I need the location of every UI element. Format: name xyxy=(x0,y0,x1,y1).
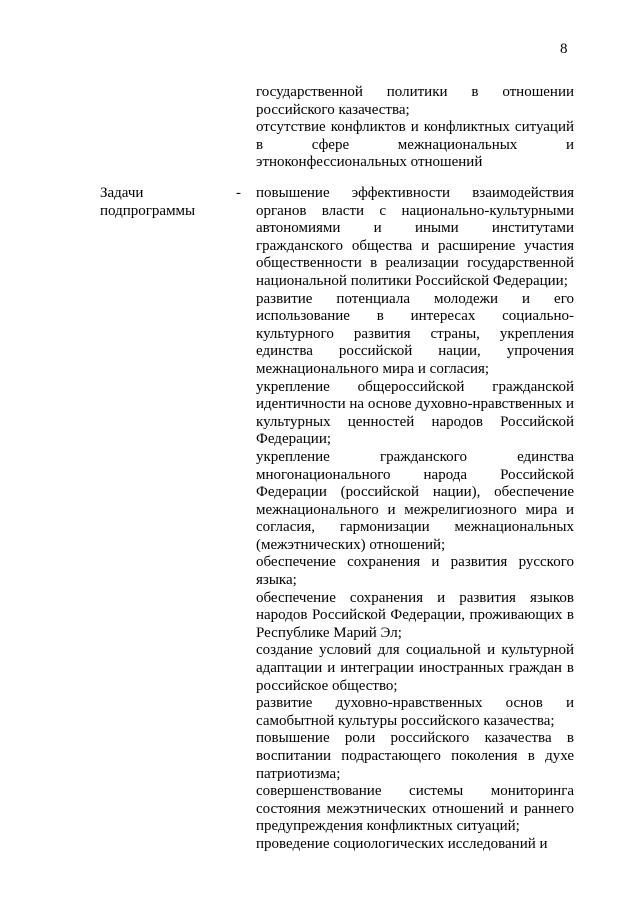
task-item: развитие потенциала молодежи и его использование в интересах социально-культурного развития страны, укрепления единства российской нации, упрочения межнационального мира и согласия; xyxy=(256,290,574,377)
tasks-list xyxy=(256,185,574,854)
paragraph-no-conflicts: отсутствие конфликтов и конфликтных ситуаций в сфере межнациональных и этноконфессиональных отношений xyxy=(256,119,574,171)
task-item: повышение эффективности взаимодействия органов власти с национально-культурными автономиями и иными институтами гражданского общества и расширение участия общественности в реализации государственной национальной политики Российской Федерации; xyxy=(256,185,574,289)
task-item: укрепление общероссийской гражданской идентичности на основе духовно-нравственных и культурных ценностей народов Российской Федерации; xyxy=(256,378,574,448)
label-dash: - xyxy=(236,185,241,201)
paragraph-policy-continuation: государственной политики в отношении российского казачества; xyxy=(256,84,574,118)
task-item: создание условий для социальной и культурной адаптации и интеграции иностранных граждан в российское общество; xyxy=(256,642,574,694)
task-item: укрепление гражданского единства многонационального народа Российской Федерации (российской нации), обеспечение межнационального и межрелигиозного мира и согласия, гармонизации межнациональных (межэтнических) отношений; xyxy=(256,448,574,553)
task-item: совершенствование системы мониторинга состояния межэтнических отношений и раннего предупреждения конфликтных ситуаций; xyxy=(256,783,574,835)
task-item: развитие духовно-нравственных основ и самобытной культуры российского казачества; xyxy=(256,695,574,729)
task-item: обеспечение сохранения и развития русского языка; xyxy=(256,554,574,589)
task-item: повышение роли российского казачества в воспитании подрастающего поколения в духе патриотизма; xyxy=(256,730,574,782)
task-item: обеспечение сохранения и развития языков народов Российской Федерации, проживающих в Республике Марий Эл; xyxy=(256,589,574,641)
tasks-label xyxy=(100,185,230,220)
page-number: 8 xyxy=(560,41,568,57)
tasks-label-line1: Задачи xyxy=(100,185,144,201)
continuation-block xyxy=(256,84,574,172)
task-item: проведение социологических исследований и xyxy=(256,835,548,852)
tasks-label-line2: подпрограммы xyxy=(100,202,196,219)
